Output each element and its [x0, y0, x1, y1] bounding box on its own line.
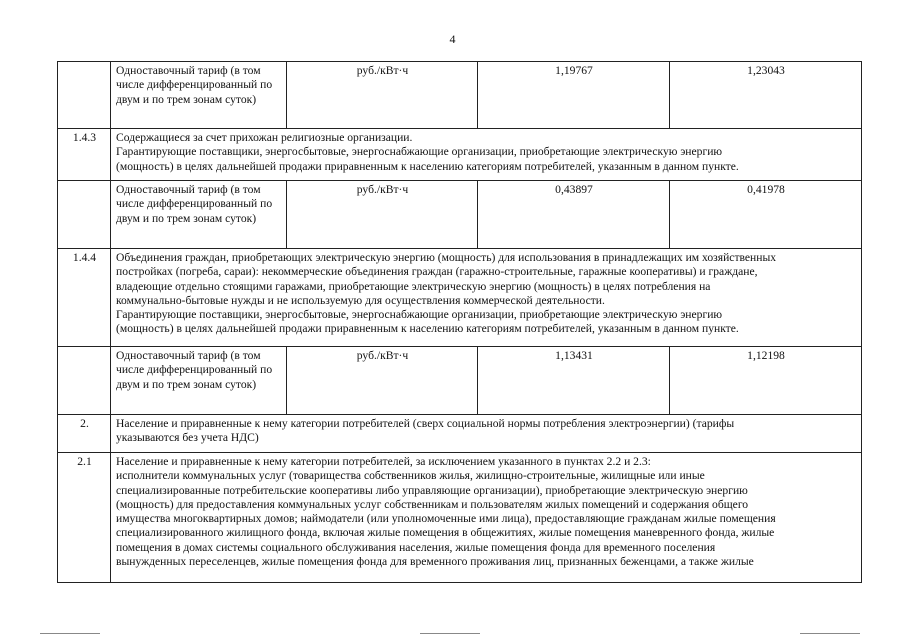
row-number-cell [58, 181, 111, 249]
page-number: 4 [449, 32, 456, 46]
description-line: Гарантирующие поставщики, энергосбытовые, энергоснабжающие организации, приобретающие электрическую энергию [116, 308, 723, 322]
description-line: (мощность) в целях дальнейшей продажи приравненным к населению категориям потребителей, указанным в данном пункте. [116, 159, 739, 173]
section-row [58, 249, 862, 347]
description-line: (мощность) для предоставления коммунальных услуг собственникам и пользователям жилых помещений и содержания общего [116, 497, 749, 511]
section-row [58, 453, 862, 583]
section-description [111, 129, 862, 181]
tariff-table [57, 61, 862, 583]
section-row [58, 415, 862, 453]
unit-cell: руб./кВт·ч [287, 181, 478, 249]
section-description [111, 249, 862, 347]
table-row [58, 62, 862, 129]
tariff-label: Одноставочный тариф (в том числе дифференцированный по двум и по трем зонам суток) [111, 181, 287, 249]
section-description [111, 415, 862, 453]
description-line: владеющие отдельно стоящими гаражами, приобретающие электрическую энергию (мощность) в целях потребления на [116, 279, 711, 293]
value-second-half: 1,12198 [670, 347, 862, 415]
description-line: (мощность) в целях дальнейшей продажи приравненным к населению категориям потребителей, указанным в данном пункте. [116, 322, 739, 336]
description-line: постройках (погреба, сараи): некоммерческие объединения граждан (гаражно-строительные, гаражные кооперативы) и граждане, [116, 265, 758, 279]
footer-rule [40, 633, 100, 634]
value-first-half: 1,19767 [478, 62, 670, 129]
tariff-label: Одноставочный тариф (в том числе дифференцированный по двум и по трем зонам суток) [111, 347, 287, 415]
description-line: Гарантирующие поставщики, энергосбытовые, энергоснабжающие организации, приобретающие электрическую энергию [116, 145, 723, 159]
tariff-label: Одноставочный тариф (в том числе дифференцированный по двум и по трем зонам суток) [111, 62, 287, 129]
description-line: вынужденных переселенцев, жилые помещения фонда для временного проживания лиц, признанных беженцами, а также жилые [116, 555, 754, 569]
description-line: помещения в домах системы социального обслуживания населения, жилые помещения фонда для временного поселения [116, 540, 716, 554]
table-row [58, 181, 862, 249]
table-row [58, 347, 862, 415]
section-number: 2. [58, 415, 111, 453]
row-number-cell [58, 347, 111, 415]
footer-rule [800, 633, 860, 634]
value-first-half: 1,13431 [478, 347, 670, 415]
description-line: специализированного жилищного фонда, включая жилые помещения в общежитиях, жилые помещения маневренного фонда, жилые [116, 526, 775, 540]
description-line: исполнители коммунальных услуг (товарищества собственников жилья, жилищно-строительные, жилищные или иные [116, 469, 705, 483]
value-first-half: 0,43897 [478, 181, 670, 249]
row-number-cell [58, 62, 111, 129]
description-line: Объединения граждан, приобретающих электрическую энергию (мощность) для использования в принадлежащих им хозяйственных [116, 251, 777, 264]
unit-cell: руб./кВт·ч [287, 62, 478, 129]
footer-rule [420, 633, 480, 634]
description-line: Население и приравненные к нему категории потребителей (сверх социальной нормы потребления электроэнергии) (тарифы [116, 417, 735, 430]
section-description [111, 453, 862, 583]
description-line: имущества многоквартирных домов; наймодатели (или уполномоченные ими лица), предоставляющие гражданам жилые помещения [116, 512, 776, 526]
value-second-half: 1,23043 [670, 62, 862, 129]
unit-cell: руб./кВт·ч [287, 347, 478, 415]
description-line: указываются без учета НДС) [116, 431, 259, 445]
section-row [58, 129, 862, 181]
description-line: коммунально-бытовые нужды и не используемую для осуществления коммерческой деятельности. [116, 293, 605, 307]
section-number: 1.4.4 [58, 249, 111, 347]
description-line: специализированные потребительские кооперативы либо управляющие организации), приобретающие электрическую энергию [116, 483, 748, 497]
section-number: 1.4.3 [58, 129, 111, 181]
description-line: Содержащиеся за счет прихожан религиозные организации. [116, 131, 413, 144]
description-line: Население и приравненные к нему категории потребителей, за исключением указанного в пунктах 2.2 и 2.3: [116, 455, 651, 468]
value-second-half: 0,41978 [670, 181, 862, 249]
section-number: 2.1 [58, 453, 111, 583]
